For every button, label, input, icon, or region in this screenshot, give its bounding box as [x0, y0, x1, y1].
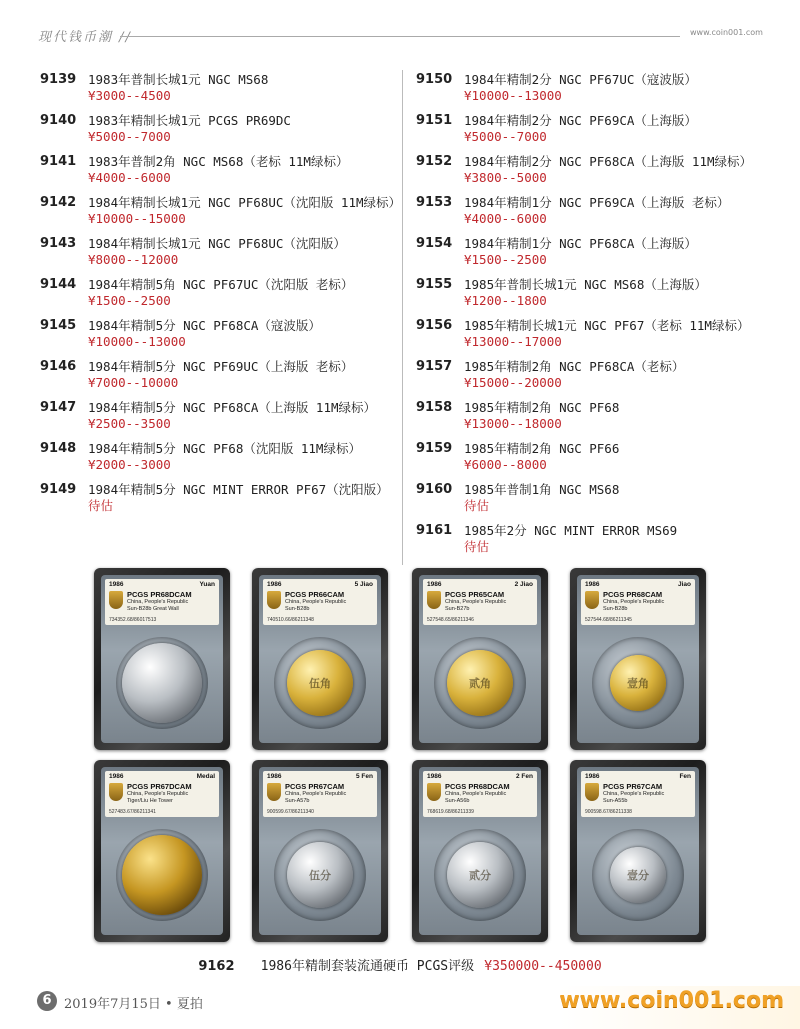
lot-item — [416, 523, 776, 557]
lot-body — [88, 318, 400, 350]
lot-description: 1984年精制1分 NGC PF68CA（上海版） — [464, 236, 697, 251]
lot-body — [88, 195, 400, 227]
lot-number: 9152 — [416, 154, 453, 169]
lot-description: 1984年精制5角 NGC PF67UC（沈阳版 老标） — [88, 277, 354, 292]
label-denomination: 2 Jiao — [514, 581, 533, 588]
coin-well — [274, 829, 366, 921]
lot-price: ¥2000--3000 — [88, 457, 171, 472]
coin-face-text: 贰角 — [469, 677, 491, 690]
lot-list-right — [416, 72, 776, 564]
lot-number: 9154 — [416, 236, 453, 251]
pcgs-slab — [570, 760, 706, 942]
slab-label — [581, 771, 695, 817]
coin-face-text: 伍分 — [309, 869, 331, 882]
coin-image — [610, 847, 666, 903]
pcgs-shield-icon — [585, 783, 599, 801]
slab-holder — [577, 575, 699, 743]
header-rule — [120, 36, 680, 37]
pcgs-shield-icon — [109, 783, 123, 801]
coin-image — [122, 835, 202, 915]
lot-item — [416, 236, 776, 270]
lot-price: ¥13000--18000 — [464, 416, 562, 431]
label-country: China, People's Republic — [445, 791, 507, 797]
lot-body — [88, 359, 400, 391]
lot-price: ¥5000--7000 — [88, 129, 171, 144]
lot-number: 9142 — [40, 195, 77, 210]
lot-body — [464, 400, 776, 432]
lot-number: 9156 — [416, 318, 453, 333]
label-year: 1986 — [427, 581, 442, 588]
header-url[interactable]: www.coin001.com — [690, 28, 763, 37]
lot-item — [40, 441, 400, 475]
coin-well — [434, 829, 526, 921]
pcgs-shield-icon — [585, 591, 599, 609]
pcgs-slab — [570, 568, 706, 750]
slab-holder — [419, 767, 541, 935]
caption-lot-number: 9162 — [198, 959, 235, 974]
slab-label — [105, 771, 219, 817]
slab-holder — [419, 575, 541, 743]
lot-list-left — [40, 72, 400, 523]
label-year: 1986 — [267, 773, 282, 780]
pcgs-slab — [412, 568, 548, 750]
slab-label — [423, 771, 537, 817]
lot-description: 1984年精制长城1元 NGC PF68UC（沈阳版） — [88, 236, 346, 251]
lot-description: 1984年精制5分 NGC PF69UC（上海版 老标） — [88, 359, 354, 374]
lot-number: 9159 — [416, 441, 453, 456]
lot-price: ¥3800--5000 — [464, 170, 547, 185]
lot-price: ¥1500--2500 — [88, 293, 171, 308]
lot-price: ¥8000--12000 — [88, 252, 179, 267]
label-catalog: Sun-A56b — [445, 798, 470, 804]
lot-item — [416, 318, 776, 352]
coin-image — [287, 650, 353, 716]
lot-item — [416, 154, 776, 188]
label-cert: 527548.65/86211346 — [427, 617, 474, 623]
slab-label — [263, 771, 377, 817]
lot-number: 9145 — [40, 318, 77, 333]
lot-description: 1983年普制2角 NGC MS68（老标 11M绿标） — [88, 154, 349, 169]
lot-body — [464, 72, 776, 104]
label-cert: 734352.68/86017513 — [109, 617, 157, 623]
slab-label — [581, 579, 695, 625]
lot-body — [464, 318, 776, 350]
lot-description: 1984年精制2分 NGC PF69CA（上海版） — [464, 113, 697, 128]
coin-image — [447, 842, 513, 908]
pcgs-shield-icon — [427, 591, 441, 609]
slab-holder — [259, 767, 381, 935]
lot-number: 9144 — [40, 277, 77, 292]
slab-label — [423, 579, 537, 625]
slab-holder — [101, 767, 223, 935]
label-denomination: Fen — [679, 773, 691, 780]
coin-face-text: 壹分 — [627, 869, 649, 882]
magazine-title: 现代钱币潮 // — [38, 30, 132, 45]
label-denomination: Medal — [196, 773, 215, 780]
lot-description: 1984年精制1分 NGC PF69CA（上海版 老标） — [464, 195, 730, 210]
slab-label — [263, 579, 377, 625]
slab-holder — [577, 767, 699, 935]
lot-item — [40, 482, 400, 516]
lot-price: ¥3000--4500 — [88, 88, 171, 103]
label-country: China, People's Republic — [127, 791, 189, 797]
lot-body — [88, 482, 400, 514]
lot-number: 9158 — [416, 400, 453, 415]
label-denomination: Jiao — [677, 581, 691, 588]
label-grade: PCGS PR67CAM — [285, 782, 345, 791]
lot-number: 9140 — [40, 113, 77, 128]
label-year: 1986 — [585, 773, 600, 780]
lot-number: 9155 — [416, 277, 453, 292]
pcgs-shield-icon — [267, 783, 281, 801]
lot-description: 1983年普制长城1元 NGC MS68 — [88, 72, 269, 87]
lot-number: 9139 — [40, 72, 77, 87]
pcgs-shield-icon — [427, 783, 441, 801]
lot-item — [40, 113, 400, 147]
lot-item — [40, 195, 400, 229]
lot-price: ¥5000--7000 — [464, 129, 547, 144]
label-catalog: Sun-A57b — [285, 798, 310, 804]
coin-image — [610, 655, 666, 711]
lot-price: ¥10000--15000 — [88, 211, 186, 226]
lot-price: 待估 — [464, 498, 490, 513]
lot-price: ¥10000--13000 — [464, 88, 562, 103]
lot-item — [416, 359, 776, 393]
label-denomination: 5 Fen — [356, 773, 373, 780]
lot-description: 1985年2分 NGC MINT ERROR MS69 — [464, 523, 678, 538]
label-grade: PCGS PR68DCAM — [127, 590, 192, 599]
caption-description: 1986年精制套装流通硬币 PCGS评级 — [260, 959, 475, 974]
label-grade: PCGS PR66CAM — [285, 590, 345, 599]
label-cert: 527483.67/86211341 — [109, 809, 156, 815]
lot-number: 9148 — [40, 441, 77, 456]
lot-body — [88, 400, 400, 432]
pcgs-slab — [94, 568, 230, 750]
label-cert: 740510.66/86211348 — [267, 617, 314, 623]
coin-well — [116, 637, 208, 729]
lot-item — [40, 72, 400, 106]
coin-face-text: 壹角 — [627, 677, 649, 690]
label-year: 1986 — [109, 773, 124, 780]
coin-photo-grid — [94, 568, 706, 946]
label-cert: 768619.68/86211339 — [427, 809, 474, 815]
lot-description: 1983年精制长城1元 PCGS PR69DC — [88, 113, 291, 128]
column-divider — [402, 70, 403, 565]
label-grade: PCGS PR68CAM — [603, 590, 663, 599]
lot-description: 1984年精制2分 NGC PF67UC（寇波版） — [464, 72, 697, 87]
label-cert: 900598.67/86211338 — [585, 809, 632, 815]
lot-price: ¥10000--13000 — [88, 334, 186, 349]
lot-price: ¥13000--17000 — [464, 334, 562, 349]
label-grade: PCGS PR65CAM — [445, 590, 505, 599]
lot-body — [464, 195, 776, 227]
label-catalog: Tiger/Liu He Tower — [127, 798, 173, 804]
coin-well — [434, 637, 526, 729]
slab-holder — [101, 575, 223, 743]
label-catalog: Sun-B28b — [285, 606, 310, 612]
label-year: 1986 — [427, 773, 442, 780]
lot-item — [416, 482, 776, 516]
lot-description: 1984年精制5分 NGC MINT ERROR PF67（沈阳版） — [88, 482, 389, 497]
label-grade: PCGS PR67CAM — [603, 782, 663, 791]
label-cert: 900599.67/86211340 — [267, 809, 314, 815]
label-catalog: Sun-B28b — [603, 606, 628, 612]
label-country: China, People's Republic — [285, 599, 347, 605]
coin-face-text: 伍角 — [309, 677, 331, 690]
coin-well — [592, 829, 684, 921]
label-grade: PCGS PR68DCAM — [445, 782, 510, 791]
lot-number: 9153 — [416, 195, 453, 210]
lot-item — [416, 277, 776, 311]
lot-description: 1984年精制5分 NGC PF68（沈阳版 11M绿标） — [88, 441, 361, 456]
lot-number: 9161 — [416, 523, 453, 538]
label-country: China, People's Republic — [603, 791, 665, 797]
lot-description: 1985年精制2角 NGC PF68 — [464, 400, 620, 415]
label-country: China, People's Republic — [603, 599, 665, 605]
coin-image — [287, 842, 353, 908]
lot-item — [40, 236, 400, 270]
lot-body — [88, 236, 400, 268]
lot-body — [464, 359, 776, 391]
lot-body — [464, 482, 776, 514]
lot-item — [416, 72, 776, 106]
lot-item — [416, 400, 776, 434]
lot-body — [88, 113, 400, 145]
label-country: China, People's Republic — [445, 599, 507, 605]
lot-body — [464, 277, 776, 309]
label-denomination: 5 Jiao — [354, 581, 373, 588]
label-country: China, People's Republic — [127, 599, 189, 605]
pcgs-slab — [252, 568, 388, 750]
pcgs-slab — [412, 760, 548, 942]
lot-body — [464, 113, 776, 145]
lot-description: 1985年普制长城1元 NGC MS68（上海版） — [464, 277, 707, 292]
lot-price: 待估 — [88, 498, 114, 513]
lot-price: ¥1500--2500 — [464, 252, 547, 267]
lot-body — [464, 441, 776, 473]
lot-body — [464, 154, 776, 186]
label-grade: PCGS PR67DCAM — [127, 782, 192, 791]
lot-number: 9160 — [416, 482, 453, 497]
lot-item — [416, 195, 776, 229]
lot-item — [40, 277, 400, 311]
lot-description: 1985年精制2角 NGC PF68CA（老标） — [464, 359, 685, 374]
lot-number: 9143 — [40, 236, 77, 251]
page-header — [0, 0, 800, 50]
lot-number: 9141 — [40, 154, 77, 169]
coin-well — [116, 829, 208, 921]
pcgs-slab — [252, 760, 388, 942]
lot-price: ¥6000--8000 — [464, 457, 547, 472]
slab-holder — [259, 575, 381, 743]
lot-number: 9147 — [40, 400, 77, 415]
lot-number: 9150 — [416, 72, 453, 87]
coin-well — [592, 637, 684, 729]
label-country: China, People's Republic — [285, 791, 347, 797]
label-catalog: Sun-B28b Great Wall — [127, 606, 179, 612]
lot-body — [88, 441, 400, 473]
lot-number: 9149 — [40, 482, 77, 497]
lot-price: ¥4000--6000 — [88, 170, 171, 185]
page-footer — [0, 986, 800, 1029]
lot-body — [88, 154, 400, 186]
lot-description: 1984年精制长城1元 NGC PF68UC（沈阳版 11M绿标） — [88, 195, 402, 210]
pcgs-shield-icon — [267, 591, 281, 609]
label-catalog: Sun-B27b — [445, 606, 470, 612]
footer-date: 2019年7月15日 • 夏拍 — [64, 997, 203, 1012]
pcgs-shield-icon — [109, 591, 123, 609]
pcgs-slab — [94, 760, 230, 942]
lot-item — [40, 318, 400, 352]
lot-description: 1985年普制1角 NGC MS68 — [464, 482, 620, 497]
lot-price: ¥4000--6000 — [464, 211, 547, 226]
label-year: 1986 — [585, 581, 600, 588]
lot-number: 9151 — [416, 113, 453, 128]
lot-description: 1984年精制5分 NGC PF68CA（寇波版） — [88, 318, 321, 333]
label-year: 1986 — [267, 581, 282, 588]
lot-price: ¥15000--20000 — [464, 375, 562, 390]
lot-item — [40, 400, 400, 434]
label-year: 1986 — [109, 581, 124, 588]
label-denomination: 2 Fen — [516, 773, 533, 780]
label-cert: 527544.68/86211345 — [585, 617, 632, 623]
lot-description: 1985年精制长城1元 NGC PF67（老标 11M绿标） — [464, 318, 750, 333]
lot-item — [416, 441, 776, 475]
lot-body — [88, 277, 400, 309]
lot-number: 9146 — [40, 359, 77, 374]
coin-image — [122, 643, 202, 723]
lot-description: 1984年精制2分 NGC PF68CA（上海版 11M绿标） — [464, 154, 753, 169]
page-number: 6 — [37, 991, 57, 1011]
slab-label — [105, 579, 219, 625]
lot-body — [464, 523, 776, 555]
lot-price: ¥7000--10000 — [88, 375, 179, 390]
lot-item — [40, 359, 400, 393]
lot-item — [416, 113, 776, 147]
label-denomination: Yuan — [199, 581, 215, 588]
lot-price: ¥1200--1800 — [464, 293, 547, 308]
lot-description: 1985年精制2角 NGC PF66 — [464, 441, 620, 456]
lot-body — [464, 236, 776, 268]
lot-item — [40, 154, 400, 188]
coin-well — [274, 637, 366, 729]
site-logo[interactable]: www.coin001.com — [559, 988, 784, 1013]
lot-description: 1984年精制5分 NGC PF68CA（上海版 11M绿标） — [88, 400, 377, 415]
lot-price: ¥2500--3500 — [88, 416, 171, 431]
lot-number: 9157 — [416, 359, 453, 374]
lot-body — [88, 72, 400, 104]
lot-price: 待估 — [464, 539, 490, 554]
coin-face-text: 贰分 — [469, 869, 491, 882]
caption-price: ¥350000--450000 — [484, 959, 602, 974]
coin-image — [447, 650, 513, 716]
label-catalog: Sun-A55b — [603, 798, 628, 804]
photo-caption — [0, 955, 800, 974]
